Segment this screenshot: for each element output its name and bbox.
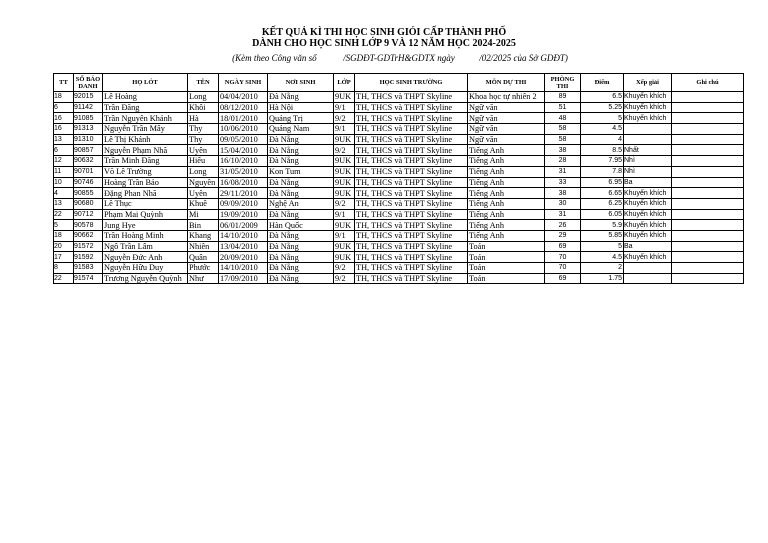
table-row	[54, 124, 744, 135]
cell-mon-du-thi: Tiếng Anh	[468, 145, 545, 156]
cell-ten: Uyên	[188, 188, 219, 199]
cell-diem: 6.95	[581, 177, 624, 188]
cell-ngay-sinh: 08/12/2010	[219, 102, 268, 113]
cell-diem: 5	[581, 113, 624, 124]
cell-noi-sinh: Đà Nẵng	[268, 241, 334, 252]
cell-ho-lot: Đặng Phan Nhã	[103, 188, 188, 199]
cell-tt: 8	[54, 263, 74, 274]
cell-phong-thi: 51	[545, 102, 581, 113]
cell-hoc-sinh-truong: TH, THCS và THPT Skyline	[355, 113, 468, 124]
cell-phong-thi: 58	[545, 134, 581, 145]
results-table	[53, 73, 744, 284]
cell-so-bao-danh: 90680	[74, 198, 103, 209]
cell-ho-lot: Ngô Trần Lâm	[103, 241, 188, 252]
header-so-bao-danh: SỐ BÁO DANH	[74, 74, 103, 92]
header-ghi-chu: Ghi chú	[672, 74, 744, 92]
cell-ghi-chu	[672, 113, 744, 124]
cell-ten: Bin	[188, 220, 219, 231]
cell-lop: 9/1	[334, 209, 355, 220]
cell-ten: Mi	[188, 209, 219, 220]
cell-noi-sinh: Đà Nẵng	[268, 263, 334, 274]
cell-ghi-chu	[672, 124, 744, 135]
cell-noi-sinh: Kon Tum	[268, 166, 334, 177]
cell-ngay-sinh: 19/09/2010	[219, 209, 268, 220]
cell-hoc-sinh-truong: TH, THCS và THPT Skyline	[355, 166, 468, 177]
cell-ngay-sinh: 17/09/2010	[219, 273, 268, 284]
cell-diem: 4.5	[581, 124, 624, 135]
cell-ngay-sinh: 13/04/2010	[219, 241, 268, 252]
cell-diem: 6.05	[581, 209, 624, 220]
cell-mon-du-thi: Tiếng Anh	[468, 156, 545, 167]
table-row	[54, 92, 744, 103]
cell-ghi-chu	[672, 198, 744, 209]
header-ngay-sinh: NGÀY SINH	[219, 74, 268, 92]
cell-phong-thi: 31	[545, 209, 581, 220]
cell-ghi-chu	[672, 263, 744, 274]
cell-hoc-sinh-truong: TH, THCS và THPT Skyline	[355, 145, 468, 156]
cell-noi-sinh: Nghệ An	[268, 198, 334, 209]
cell-so-bao-danh: 90855	[74, 188, 103, 199]
header-diem: Điểm	[581, 74, 624, 92]
cell-phong-thi: 89	[545, 92, 581, 103]
cell-diem: 4.5	[581, 252, 624, 263]
cell-tt: 17	[54, 252, 74, 263]
cell-ho-lot: Phạm Mai Quỳnh	[103, 209, 188, 220]
cell-xep-giai: Khuyến khích	[624, 230, 672, 241]
cell-ghi-chu	[672, 92, 744, 103]
table-row	[54, 252, 744, 263]
cell-diem: 4	[581, 134, 624, 145]
cell-ngay-sinh: 06/01/2009	[219, 220, 268, 231]
cell-mon-du-thi: Ngữ văn	[468, 124, 545, 135]
cell-ten: Nguyên	[188, 177, 219, 188]
report-title: KẾT QUẢ KÌ THI HỌC SINH GIỎI CẤP THÀNH PHỐ	[261, 27, 507, 38]
cell-ten: Long	[188, 166, 219, 177]
cell-ghi-chu	[672, 156, 744, 167]
cell-ngay-sinh: 16/08/2010	[219, 177, 268, 188]
cell-lop: 9/2	[334, 273, 355, 284]
cell-tt: 5	[54, 220, 74, 231]
cell-lop: 9UK	[334, 188, 355, 199]
cell-ngay-sinh: 09/05/2010	[219, 134, 268, 145]
reference-note-part3: /02/2025 của Sở GDĐT)	[479, 53, 568, 63]
cell-ho-lot: Nguyễn Trần Mây	[103, 124, 188, 135]
cell-diem: 5.85	[581, 230, 624, 241]
cell-noi-sinh: Đà Nẵng	[268, 252, 334, 263]
cell-so-bao-danh: 91313	[74, 124, 103, 135]
cell-ten: Thy	[188, 134, 219, 145]
cell-lop: 9/2	[334, 145, 355, 156]
cell-ho-lot: Trần Hoàng Minh	[103, 230, 188, 241]
cell-noi-sinh: Đà Nẵng	[268, 156, 334, 167]
cell-ho-lot: Trương Nguyễn Quỳnh	[103, 273, 188, 284]
cell-ngay-sinh: 31/05/2010	[219, 166, 268, 177]
cell-diem: 7.95	[581, 156, 624, 167]
cell-xep-giai: Nhì	[624, 166, 672, 177]
cell-hoc-sinh-truong: TH, THCS và THPT Skyline	[355, 209, 468, 220]
cell-ghi-chu	[672, 134, 744, 145]
cell-ghi-chu	[672, 166, 744, 177]
cell-noi-sinh: Đà Nẵng	[268, 273, 334, 284]
cell-ho-lot: Jung Hye	[103, 220, 188, 231]
cell-tt: 12	[54, 156, 74, 167]
header-phong-thi: PHÒNG THI	[545, 74, 581, 92]
cell-phong-thi: 38	[545, 188, 581, 199]
table-row	[54, 145, 744, 156]
cell-noi-sinh: Đà Nẵng	[268, 230, 334, 241]
table-row	[54, 134, 744, 145]
header-mon-du-thi: MÔN DỰ THI	[468, 74, 545, 92]
cell-lop: 9UK	[334, 166, 355, 177]
cell-lop: 9UK	[334, 156, 355, 167]
cell-mon-du-thi: Toán	[468, 241, 545, 252]
cell-noi-sinh: Đà Nẵng	[268, 145, 334, 156]
cell-phong-thi: 38	[545, 145, 581, 156]
cell-tt: 20	[54, 241, 74, 252]
cell-xep-giai: Khuyến khích	[624, 209, 672, 220]
cell-tt: 22	[54, 209, 74, 220]
cell-tt: 6	[54, 145, 74, 156]
cell-ngay-sinh: 20/09/2010	[219, 252, 268, 263]
cell-ten: Quân	[188, 252, 219, 263]
cell-hoc-sinh-truong: TH, THCS và THPT Skyline	[355, 92, 468, 103]
header-lop: LỚP	[334, 74, 355, 92]
cell-ho-lot: Trần Nguyên Khánh	[103, 113, 188, 124]
cell-lop: 9UK	[334, 134, 355, 145]
cell-ho-lot: Nguyễn Phạm Nhã	[103, 145, 188, 156]
table-row	[54, 113, 744, 124]
cell-ghi-chu	[672, 177, 744, 188]
cell-xep-giai	[624, 134, 672, 145]
cell-diem: 6.5	[581, 92, 624, 103]
cell-so-bao-danh: 91085	[74, 113, 103, 124]
cell-phong-thi: 30	[545, 198, 581, 209]
cell-so-bao-danh: 90857	[74, 145, 103, 156]
cell-ten: Như	[188, 273, 219, 284]
cell-phong-thi: 70	[545, 252, 581, 263]
cell-ngay-sinh: 14/10/2010	[219, 230, 268, 241]
table-body	[54, 92, 744, 284]
cell-diem: 6.25	[581, 198, 624, 209]
cell-ho-lot: Nguyễn Đức Anh	[103, 252, 188, 263]
cell-so-bao-danh: 90632	[74, 156, 103, 167]
reference-note-part2: /SGDĐT-GDTrH&GDTX ngày	[343, 53, 455, 63]
cell-ten: Long	[188, 92, 219, 103]
cell-mon-du-thi: Tiếng Anh	[468, 188, 545, 199]
cell-xep-giai	[624, 273, 672, 284]
cell-xep-giai: Khuyến khích	[624, 188, 672, 199]
cell-xep-giai	[624, 263, 672, 274]
cell-noi-sinh: Đà Nẵng	[268, 134, 334, 145]
cell-hoc-sinh-truong: TH, THCS và THPT Skyline	[355, 102, 468, 113]
cell-hoc-sinh-truong: TH, THCS và THPT Skyline	[355, 156, 468, 167]
cell-so-bao-danh: 92015	[74, 92, 103, 103]
cell-xep-giai: Ba	[624, 177, 672, 188]
cell-hoc-sinh-truong: TH, THCS và THPT Skyline	[355, 124, 468, 135]
cell-mon-du-thi: Ngữ văn	[468, 113, 545, 124]
cell-mon-du-thi: Khoa học tự nhiên 2	[468, 92, 545, 103]
cell-ngay-sinh: 16/10/2010	[219, 156, 268, 167]
cell-diem: 6.65	[581, 188, 624, 199]
cell-noi-sinh: Đà Nẵng	[268, 188, 334, 199]
cell-tt: 18	[54, 92, 74, 103]
cell-phong-thi: 69	[545, 273, 581, 284]
cell-xep-giai: Khuyến khích	[624, 198, 672, 209]
cell-hoc-sinh-truong: TH, THCS và THPT Skyline	[355, 188, 468, 199]
cell-tt: 11	[54, 166, 74, 177]
header-xep-giai: Xếp giải	[624, 74, 672, 92]
cell-lop: 9UK	[334, 220, 355, 231]
cell-ho-lot: Võ Lê Trường	[103, 166, 188, 177]
cell-noi-sinh: Đà Nẵng	[268, 209, 334, 220]
cell-hoc-sinh-truong: TH, THCS và THPT Skyline	[355, 252, 468, 263]
cell-xep-giai: Khuyến khích	[624, 220, 672, 231]
cell-ngay-sinh: 14/10/2010	[219, 263, 268, 274]
cell-so-bao-danh: 90662	[74, 230, 103, 241]
cell-diem: 5	[581, 241, 624, 252]
reference-note-part1: (Kèm theo Công văn số	[232, 53, 317, 63]
cell-hoc-sinh-truong: TH, THCS và THPT Skyline	[355, 273, 468, 284]
cell-mon-du-thi: Ngữ văn	[468, 102, 545, 113]
table-row	[54, 273, 744, 284]
cell-lop: 9/1	[334, 230, 355, 241]
cell-mon-du-thi: Ngữ văn	[468, 134, 545, 145]
cell-lop: 9/1	[334, 102, 355, 113]
reference-note	[0, 53, 768, 63]
cell-ho-lot: Hoàng Trần Bảo	[103, 177, 188, 188]
cell-ten: Khang	[188, 230, 219, 241]
cell-ngay-sinh: 29/11/2010	[219, 188, 268, 199]
table-row	[54, 241, 744, 252]
cell-tt: 13	[54, 198, 74, 209]
cell-ho-lot: Lê Thị Khánh	[103, 134, 188, 145]
cell-noi-sinh: Quảng Trị	[268, 113, 334, 124]
table-row	[54, 209, 744, 220]
cell-mon-du-thi: Toán	[468, 252, 545, 263]
cell-hoc-sinh-truong: TH, THCS và THPT Skyline	[355, 241, 468, 252]
cell-mon-du-thi: Toán	[468, 273, 545, 284]
cell-ho-lot: Trần Minh Đăng	[103, 156, 188, 167]
table-row	[54, 263, 744, 274]
cell-tt: 10	[54, 177, 74, 188]
cell-tt: 13	[54, 134, 74, 145]
cell-diem: 5.25	[581, 102, 624, 113]
cell-hoc-sinh-truong: TH, THCS và THPT Skyline	[355, 220, 468, 231]
cell-ten: Nhiên	[188, 241, 219, 252]
cell-hoc-sinh-truong: TH, THCS và THPT Skyline	[355, 230, 468, 241]
table-row	[54, 177, 744, 188]
cell-mon-du-thi: Tiếng Anh	[468, 198, 545, 209]
cell-tt: 4	[54, 188, 74, 199]
cell-so-bao-danh: 91142	[74, 102, 103, 113]
table-row	[54, 230, 744, 241]
cell-xep-giai: Nhất	[624, 145, 672, 156]
cell-ho-lot: Nguyễn Hữu Duy	[103, 263, 188, 274]
cell-mon-du-thi: Tiếng Anh	[468, 166, 545, 177]
cell-ghi-chu	[672, 241, 744, 252]
cell-phong-thi: 70	[545, 263, 581, 274]
cell-mon-du-thi: Tiếng Anh	[468, 230, 545, 241]
cell-so-bao-danh: 91310	[74, 134, 103, 145]
cell-xep-giai: Khuyến khích	[624, 252, 672, 263]
cell-lop: 9UK	[334, 252, 355, 263]
report-subtitle-line: DÀNH CHO HỌC SINH LỚP 9 VÀ 12 NĂM HỌC 2024-2025	[252, 38, 516, 49]
cell-xep-giai: Ba	[624, 241, 672, 252]
cell-lop: 9UK	[334, 241, 355, 252]
table-row	[54, 166, 744, 177]
cell-diem: 7.8	[581, 166, 624, 177]
cell-ten: Hiếu	[188, 156, 219, 167]
cell-diem: 2	[581, 263, 624, 274]
cell-phong-thi: 28	[545, 156, 581, 167]
cell-ngay-sinh: 10/06/2010	[219, 124, 268, 135]
cell-ho-lot: Trần Đăng	[103, 102, 188, 113]
header-ten: TÊN	[188, 74, 219, 92]
cell-ngay-sinh: 04/04/2010	[219, 92, 268, 103]
cell-phong-thi: 26	[545, 220, 581, 231]
cell-ghi-chu	[672, 220, 744, 231]
cell-phong-thi: 33	[545, 177, 581, 188]
cell-lop: 9UK	[334, 92, 355, 103]
cell-so-bao-danh: 90701	[74, 166, 103, 177]
cell-ngay-sinh: 09/09/2010	[219, 198, 268, 209]
cell-noi-sinh: Quảng Nam	[268, 124, 334, 135]
cell-ngay-sinh: 18/01/2010	[219, 113, 268, 124]
cell-ghi-chu	[672, 273, 744, 284]
cell-hoc-sinh-truong: TH, THCS và THPT Skyline	[355, 134, 468, 145]
cell-lop: 9/2	[334, 113, 355, 124]
cell-phong-thi: 31	[545, 166, 581, 177]
cell-ghi-chu	[672, 252, 744, 263]
cell-lop: 9UK	[334, 177, 355, 188]
cell-so-bao-danh: 91583	[74, 263, 103, 274]
cell-noi-sinh: Đà Nẵng	[268, 177, 334, 188]
cell-ghi-chu	[672, 209, 744, 220]
cell-tt: 22	[54, 273, 74, 284]
header-ho-lot: HỌ LÓT	[103, 74, 188, 92]
cell-mon-du-thi: Tiếng Anh	[468, 209, 545, 220]
cell-mon-du-thi: Tiếng Anh	[468, 220, 545, 231]
cell-so-bao-danh: 90578	[74, 220, 103, 231]
cell-phong-thi: 69	[545, 241, 581, 252]
cell-so-bao-danh: 90712	[74, 209, 103, 220]
cell-xep-giai: Khuyến khích	[624, 113, 672, 124]
cell-ten: Thy	[188, 124, 219, 135]
cell-ghi-chu	[672, 230, 744, 241]
cell-tt: 16	[54, 124, 74, 135]
cell-diem: 1.75	[581, 273, 624, 284]
header-hoc-sinh-truong: HỌC SINH TRƯỜNG	[355, 74, 468, 92]
cell-diem: 8.5	[581, 145, 624, 156]
cell-ten: Phước	[188, 263, 219, 274]
header-noi-sinh: NƠI SINH	[268, 74, 334, 92]
cell-noi-sinh: Đà Nẵng	[268, 92, 334, 103]
table-row	[54, 156, 744, 167]
cell-so-bao-danh: 91574	[74, 273, 103, 284]
cell-ghi-chu	[672, 145, 744, 156]
cell-so-bao-danh: 90746	[74, 177, 103, 188]
cell-xep-giai: Khuyến khích	[624, 102, 672, 113]
header-tt: TT	[54, 74, 74, 92]
cell-ten: Khôi	[188, 102, 219, 113]
cell-phong-thi: 29	[545, 230, 581, 241]
cell-phong-thi: 48	[545, 113, 581, 124]
table-row	[54, 188, 744, 199]
cell-ten: Hà	[188, 113, 219, 124]
cell-ten: Uyên	[188, 145, 219, 156]
cell-hoc-sinh-truong: TH, THCS và THPT Skyline	[355, 198, 468, 209]
cell-ghi-chu	[672, 102, 744, 113]
cell-lop: 9/2	[334, 198, 355, 209]
cell-ngay-sinh: 15/04/2010	[219, 145, 268, 156]
cell-tt: 16	[54, 113, 74, 124]
table-row	[54, 102, 744, 113]
table-row	[54, 220, 744, 231]
cell-xep-giai: Nhì	[624, 156, 672, 167]
cell-xep-giai: Khuyến khích	[624, 92, 672, 103]
cell-ten: Khuê	[188, 198, 219, 209]
cell-ghi-chu	[672, 188, 744, 199]
cell-mon-du-thi: Toán	[468, 263, 545, 274]
cell-lop: 9/2	[334, 263, 355, 274]
cell-phong-thi: 58	[545, 124, 581, 135]
cell-so-bao-danh: 91592	[74, 252, 103, 263]
cell-ho-lot: Lê Thục	[103, 198, 188, 209]
cell-xep-giai	[624, 124, 672, 135]
table-row	[54, 198, 744, 209]
table-header-row	[54, 74, 744, 92]
cell-so-bao-danh: 91572	[74, 241, 103, 252]
cell-diem: 5.9	[581, 220, 624, 231]
cell-noi-sinh: Hà Nội	[268, 102, 334, 113]
cell-noi-sinh: Hàn Quốc	[268, 220, 334, 231]
cell-hoc-sinh-truong: TH, THCS và THPT Skyline	[355, 177, 468, 188]
cell-tt: 6	[54, 102, 74, 113]
cell-mon-du-thi: Tiếng Anh	[468, 177, 545, 188]
cell-ho-lot: Lê Hoàng	[103, 92, 188, 103]
cell-hoc-sinh-truong: TH, THCS và THPT Skyline	[355, 263, 468, 274]
cell-lop: 9/1	[334, 124, 355, 135]
cell-tt: 18	[54, 230, 74, 241]
